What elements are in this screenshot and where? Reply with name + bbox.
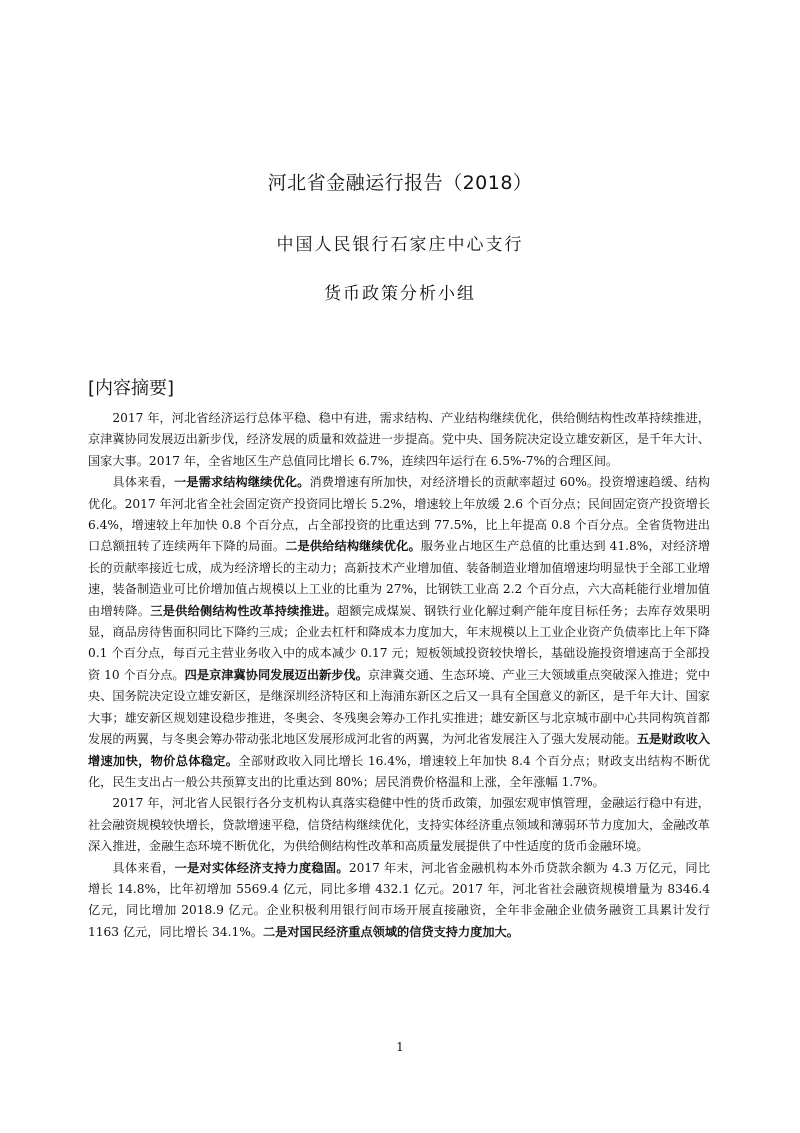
paragraph-segment: 2017 年，河北省人民银行各分支机构认真落实稳健中性的货币政策，加强宏观审慎管理，金融运行稳中有进，社会融资规模较快增长，贷款增速平稳，信贷结构继续优化，支持实体经济重点领域和薄弱环节力度加大，金融改革深入推进，金融生态环境不断优化，为供给侧结构性改革和高质量发展提供了中性适度的货币金融环境。: [88, 796, 710, 854]
abstract-body: [88, 408, 710, 943]
abstract-heading: [内容摘要]: [88, 378, 175, 399]
paragraph: [88, 858, 710, 944]
paragraph-segment: 服务业占地区生产总值的比重达到 41.8%，对经济增长的贡献率接近七成，成为经济增长的主动力；高新技术产业增加值、装备制造业增加值增速均明显快于全部工业增速，装备制造业可比价增加值占规模以上工业的比重为 27%，比钢铁工业高 2.2 个百分点，六大高耗能行业增加值由增转降。: [88, 539, 711, 618]
paragraph-bold-segment: 二是对国民经济重点领域的信贷支持力度加大。: [262, 924, 519, 939]
paragraph-segment: 2017 年，河北省经济运行总体平稳、稳中有进，需求结构、产业结构继续优化，供给侧结构性改革持续推进，京津冀协同发展迈出新步伐，经济发展的质量和效益进一步提高。党中央、国务院决定设立雄安新区，是千年大计、国家大事。2017 年，全省地区生产总值同比增长 6.7%，连续四年运行在 6.5%-7%的合理区间。: [88, 411, 710, 468]
paragraph-bold-segment: 五是财政收入增速加快，物价总体稳定。: [88, 732, 711, 768]
paragraph-bold-segment: 三是供给侧结构性改革持续推进。: [150, 603, 337, 618]
paragraph: [88, 408, 710, 472]
paragraph: [88, 793, 710, 857]
paragraph-bold-segment: 一是对实体经济支持力度稳固。: [174, 860, 349, 875]
paragraph-bold-segment: 二是供给结构继续优化。: [285, 539, 421, 554]
paragraph-segment: 全部财政收入同比增长 16.4%，增速较上年加快 8.4 个百分点；财政支出结构不断优化，民生支出占一般公共预算支出的比重达到 80%；居民消费价格温和上涨，全年涨幅 1.7%。: [88, 753, 710, 789]
page-title: 河北省金融运行报告（2018）: [267, 172, 533, 194]
paragraph-segment: 超额完成煤炭、钢铁行业化解过剩产能年度目标任务；去库存效果明显，商品房待售面积同比下降约三成；企业去杠杆和降成本力度加大，年末规模以上工业企业资产负债率比上年下降 0.1 个百分点，每百元主营业务收入中的成本减少 0.17 元；短板领域投资较快增长，基础设施投资增速高于全部投资 10 个百分点。: [88, 603, 711, 682]
paragraph: [88, 472, 710, 793]
page-number: 1: [396, 1040, 404, 1054]
paragraph-segment: 2017 年末，河北省金融机构本外币贷款余额为 4.3 万亿元，同比增长 14.8%，比年初增加 5569.4 亿元，同比多增 432.1 亿元。2017 年，河北省社会融资规模增量为 8346.4 亿元，同比增加 2018.9 亿元。企业积极利用银行间市场开展直接融资，全年非金融企业债务融资工具累计发行 1163 亿元，同比增长 34.1%。: [88, 860, 711, 939]
paragraph-segment: 京津冀交通、生态环境、产业三大领域重点突破深入推进；党中央、国务院决定设立雄安新区，是继深圳经济特区和上海浦东新区之后又一具有全国意义的新区，是千年大计、国家大事；雄安新区规划建设稳步推进，冬奥会、冬残奥会筹办工作扎实推进；雄安新区与北京城市副中心共同构筑首都发展的两翼，与冬奥会筹办带动张北地区发展形成河北省的两翼，为河北省发展注入了强大发展动能。: [88, 667, 711, 747]
paragraph-bold-segment: 一是需求结构继续优化。: [173, 475, 310, 490]
paragraph-bold-segment: 四是京津冀协同发展迈出新步伐。: [184, 667, 368, 682]
author-organization: 中国人民银行石家庄中心支行: [276, 235, 524, 255]
paragraph-segment: 消费增速有所加快，对经济增长的贡献率超过 60%。投资增速趋缓、结构优化。2017 年河北省全社会固定资产投资同比增长 5.2%，增速较上年放缓 2.6 个百分点；民间固定资产投资增长 6.4%，增速较上年加快 0.8 个百分点，占全部投资的比重达到 77.5%，比上年提高 0.8 个百分点。全省货物进出口总额扭转了连续两年下降的局面。: [88, 475, 711, 554]
author-group: 货币政策分析小组: [324, 284, 476, 304]
paragraph-segment: 具体来看，: [112, 860, 175, 875]
paragraph-segment: 具体来看，: [112, 475, 174, 490]
